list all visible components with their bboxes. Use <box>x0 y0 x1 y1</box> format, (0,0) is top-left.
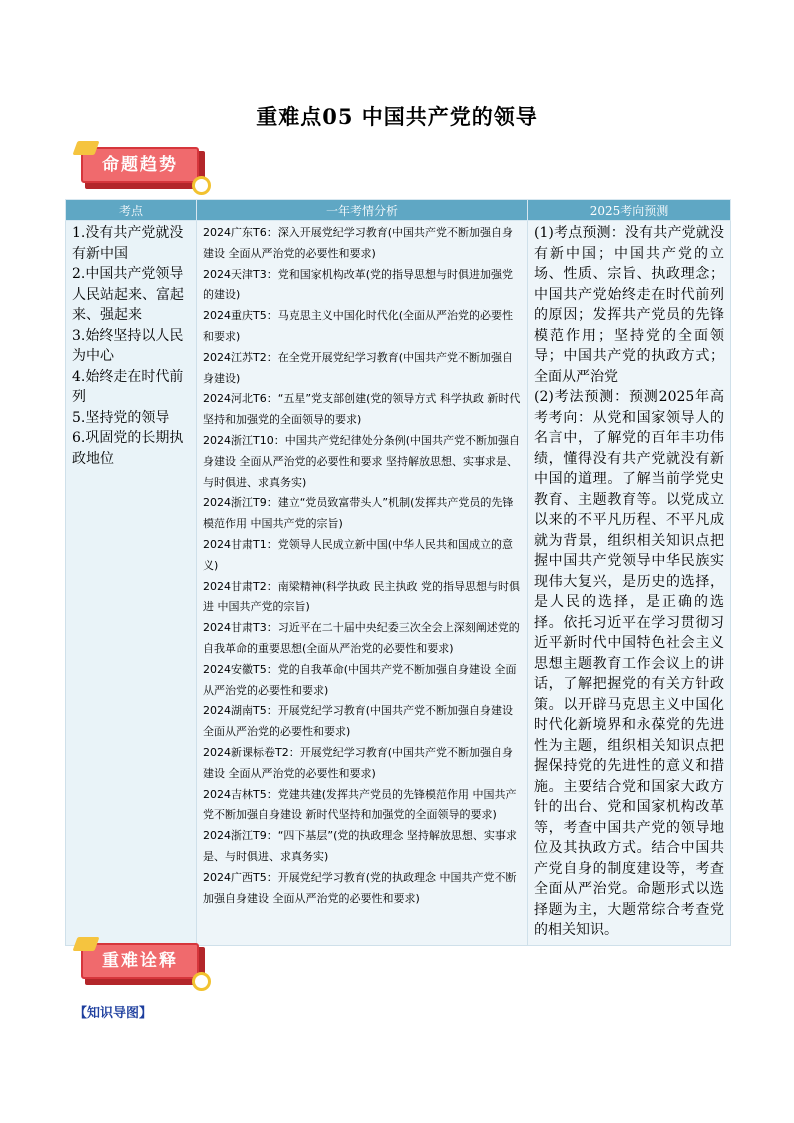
topic-item: 3.始终坚持以人民为中心 <box>72 327 184 364</box>
exam-item: 2024浙江T10：中国共产党纪律处分条例(中国共产党不断加强自身建设 全面从严治党的必要性和要求 坚持解放思想、实事求是、与时俱进、求真务实) <box>203 433 521 489</box>
exam-item: 2024广东T6：深入开展党纪学习教育(中国共产党不断加强自身建设 全面从严治党的必要性和要求) <box>203 226 514 260</box>
exam-item: 2024浙江T9：“四下基层”(党的执政理念 坚持解放思想、实事求是、与时俱进、求真务实) <box>203 829 517 863</box>
exam-item: 2024重庆T5：马克思主义中国化时代化(全面从严治党的必要性和要求) <box>203 309 514 343</box>
exam-analysis-table <box>65 199 731 946</box>
header-topic: 考点 <box>66 200 197 221</box>
exam-item: 2024新课标卷T2：开展党纪学习教育(中国共产党不断加强自身建设 全面从严治党的必要性和要求) <box>203 745 514 780</box>
header-prediction: 2025考向预测 <box>528 200 731 221</box>
badge-label: 命题趋势 <box>102 155 178 175</box>
exam-item: 2024浙江T9：建立“党员致富带头人”机制(发挥共产党员的先锋模范作用 中国共产党的宗旨) <box>203 496 514 531</box>
page-title: 重难点05 中国共产党的领导 <box>256 104 538 129</box>
table-header-row <box>66 200 731 221</box>
prediction-cell <box>528 221 731 946</box>
header-analysis: 一年考情分析 <box>197 200 528 221</box>
section-badge-explain <box>81 943 205 985</box>
exam-item: 2024天津T3：党和国家机构改革(党的指导思想与时俱进加强党的建设) <box>203 267 514 302</box>
exam-item: 2024甘肃T1：党领导人民成立新中国(中华人民共和国成立的意义) <box>203 537 514 572</box>
knowledge-map-label: 【知识导图】 <box>74 1006 153 1021</box>
prediction-points: (1)考点预测：没有共产党就没有新中国；中国共产党的立场、性质、宗旨、执政理念；中国共产党始终走在时代前列的原因；发挥共产党员的先锋模范作用；坚持党的全面领导；中国共产党的执政方式；全面从严治党 <box>534 225 724 385</box>
topic-item: 1.没有共产党就没有新中国 <box>72 225 184 262</box>
analysis-cell <box>197 221 528 946</box>
exam-item: 2024河北T6：“五星”党支部创建(党的领导方式 科学执政 新时代坚持和加强党的全面领导的要求) <box>203 392 521 427</box>
badge-label: 重难诠释 <box>102 951 178 971</box>
prediction-methods: (2)考法预测：预测2025年高考考向：从党和国家领导人的名言中，了解党的百年丰功伟绩，懂得没有共产党就没有新中国的道理。了解当前学党史教育、主题教育等。以党成立以来的不平凡历程、不平凡成就为背景，组织相关知识点把握中国共产党领导中华民族实现伟大复兴，是历史的选择，是人民的选择，是正确的选择。依托习近平在学习贯彻习近平新时代中国特色社会主义思想主题教育工作会议上的讲话，了解把握党的有关方针政策。以开辟马克思主义中国化时代化新境界和永葆党的先进性为主题，组织相关知识点把握保持党的先进性的意义和措施。主要结合党和国家大政方针的出台、党和国家机构改革等，考查中国共产党的领导地位及其执政方式。结合中国共产党自身的制度建设等，考查全面从严治党。命题形式以选择题为主，大题常综合考查党的相关知识。 <box>534 389 724 938</box>
section-badge-trend <box>81 147 205 189</box>
ring-icon <box>192 176 211 195</box>
topic-item: 6.巩固党的长期执政地位 <box>72 430 184 467</box>
exam-item: 2024甘肃T2：南梁精神(科学执政 民主执政 党的指导思想与时俱进 中国共产党的宗旨) <box>203 579 520 614</box>
topic-item: 4.始终走在时代前列 <box>72 368 184 405</box>
topic-item: 5.坚持党的领导 <box>72 409 170 426</box>
table-row <box>66 221 731 946</box>
exam-item: 2024湖南T5：开展党纪学习教育(中国共产党不断加强自身建设 全面从严治党的必要性和要求) <box>203 704 514 739</box>
topics-cell <box>66 221 197 946</box>
exam-item: 2024广西T5：开展党纪学习教育(党的执政理念 中国共产党不断加强自身建设 全面从严治党的必要性和要求) <box>203 870 517 905</box>
topic-item: 2.中国共产党领导人民站起来、富起来、强起来 <box>72 266 184 323</box>
exam-item: 2024安徽T5：党的自我革命(中国共产党不断加强自身建设 全面从严治党的必要性和要求) <box>203 662 517 697</box>
ring-icon <box>192 972 211 991</box>
exam-item: 2024江苏T2：在全党开展党纪学习教育(中国共产党不断加强自身建设) <box>203 350 514 385</box>
exam-item: 2024甘肃T3：习近平在二十届中央纪委三次全会上深刻阐述党的自我革命的重要思想(全面从严治党的必要性和要求) <box>203 621 520 655</box>
exam-item: 2024吉林T5：党建共建(发挥共产党员的先锋模范作用 中国共产党不断加强自身建设 新时代坚持和加强党的全面领导的要求) <box>203 787 517 822</box>
